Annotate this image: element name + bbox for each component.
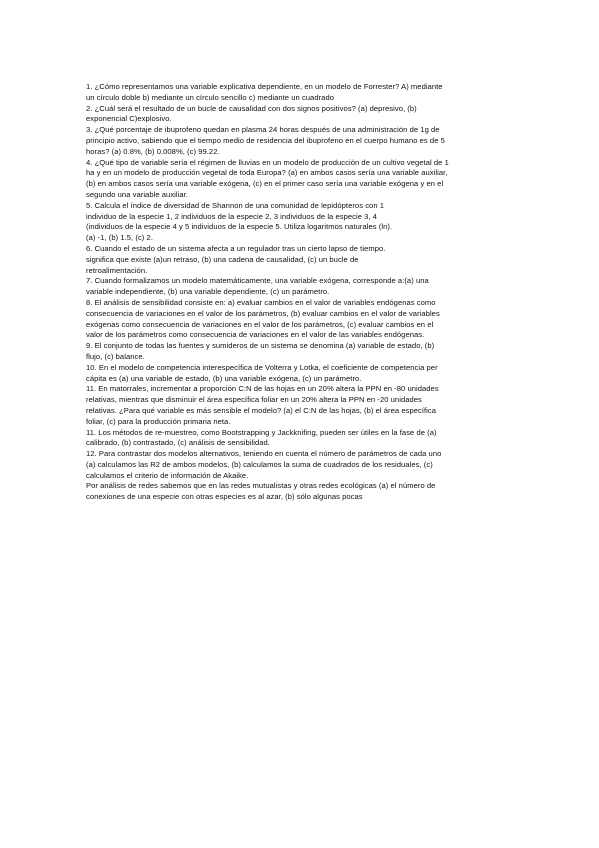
text-line: retroalimentación. <box>86 265 148 275</box>
text-line: consecuencia de variaciones en el valor de los parámetros, (b) evaluar cambios en el valor de variables <box>86 308 440 318</box>
text-line: ha y en un modelo de producción vegetal de toda Europa? (a) en ambos casos sería una variable auxiliar, <box>86 168 448 178</box>
text-line: variable independiente, (b) una variable dependiente, (c) un parámetro. <box>86 287 330 297</box>
text-line: Por análisis de redes sabemos que en las redes mutualistas y otras redes ecológicas (a) el número de <box>86 481 436 491</box>
text-line: relativas. ¿Para qué variable es más sensible el modelo? (a) el C:N de las hojas, (b) el área específica <box>86 405 437 415</box>
text-line: 11. Los métodos de re-muestreo, como Bootstrapping y Jackknifing, pueden ser útiles en la fase de (a) <box>86 427 437 437</box>
text-line: 3. ¿Qué porcentaje de ibuprofeno quedan en plasma 24 horas después de una administración de 1g de <box>86 125 440 135</box>
text-line: (b) en ambos casos sería una variable exógena, (c) en el primer caso sería una variable exógena y en el <box>86 179 444 189</box>
text-line: 9. El conjunto de todas las fuentes y sumideros de un sistema se denomina (a) variable de estado, (b) <box>86 341 435 351</box>
text-line: valor de los parámetros como consecuencia de variaciones en el valor de las variables endógenas. <box>86 330 425 340</box>
text-line: 8. El análisis de sensibilidad consiste en: a) evaluar cambios en el valor de variables endógenas como <box>86 297 436 307</box>
text-line: 11. En matorrales, incrementar a proporción C:N de las hojas en un 20% altera la PPN en -80 unidades <box>86 384 439 394</box>
question-list <box>86 82 516 503</box>
text-line: relativas, mientras que disminuir el área específica foliar en un 20% altera la PPN en -20 unidades <box>86 395 422 405</box>
text-line: (a) calculamos las R2 de ambos modelos, (b) calculamos la suma de cuadrados de los residuales, (c) <box>86 459 433 469</box>
text-line: flujo, (c) balance. <box>86 351 145 361</box>
text-line: conexiones de una especie con otras especies es al azar, (b) sólo algunas pocas <box>86 492 363 502</box>
text-line: calculamos el criterio de información de Akaike. <box>86 470 249 480</box>
text-line: principio activo, sabiendo que el tiempo medio de residencia del ibuprofeno en el cuerpo humano es de 5 <box>86 135 445 145</box>
text-line: 6. Cuando el estado de un sistema afecta a un regulador tras un cierto lapso de tiempo. <box>86 243 386 253</box>
text-line: 1. ¿Cómo representamos una variable explicativa dependiente, en un modelo de Forrester? A) mediante <box>86 82 443 91</box>
text-line: 4. ¿Qué tipo de variable sería el régimen de lluvias en un modelo de producción de un cultivo vegetal de 1 <box>86 157 449 167</box>
text-line: 5. Calcula el índice de diversidad de Shannon de una comunidad de lepidópteros con 1 <box>86 200 385 210</box>
text-line: (a) -1, (b) 1.5, (c) 2. <box>86 233 153 243</box>
text-line: 12. Para contrastar dos modelos alternativos, teniendo en cuenta el número de parámetros de cada uno <box>86 449 442 459</box>
text-line: 2. ¿Cuál será el resultado de un bucle de causalidad con dos signos positivos? (a) depresivo, (b) <box>86 103 417 113</box>
text-line: 7. Cuando formalizamos un modelo matemáticamente, una variable exógena, corresponde a:(a) una <box>86 276 429 286</box>
text-line: calibrado, (b) contrastado, (c) análisis de sensibilidad. <box>86 438 270 448</box>
text-line: un círculo doble b) mediante un círculo sencillo c) mediante un cuadrado <box>86 92 335 102</box>
text-line: significa que existe (a)un retraso, (b) una cadena de causalidad, (c) un bucle de <box>86 254 359 264</box>
text-line: exógenas como consecuencia de variaciones en el valor de los parámetros, (c) evaluar cambios en el <box>86 319 434 329</box>
text-line: individuo de la especie 1, 2 individuos de la especie 2, 3 individuos de la especie 3, 4 <box>86 211 378 221</box>
text-line: foliar, (c) para la producción primaria neta. <box>86 416 231 426</box>
text-line: exponencial C)explosivo. <box>86 114 172 124</box>
text-line: (individuos de la especie 4 y 5 individuos de la especie 5. Utiliza logaritmos naturales (ln). <box>86 222 393 232</box>
text-line: segundo una variable auxiliar. <box>86 189 188 199</box>
text-line: cápita es (a) una variable de estado, (b) una variable exógena, (c) un parámetro. <box>86 373 362 383</box>
text-line: 10. En el modelo de competencia interespecífica de Volterra y Lotka, el coeficiente de competencia per <box>86 362 438 372</box>
text-line: horas? (a) 0.8%, (b) 0.008%, (c) 99.22. <box>86 146 220 156</box>
